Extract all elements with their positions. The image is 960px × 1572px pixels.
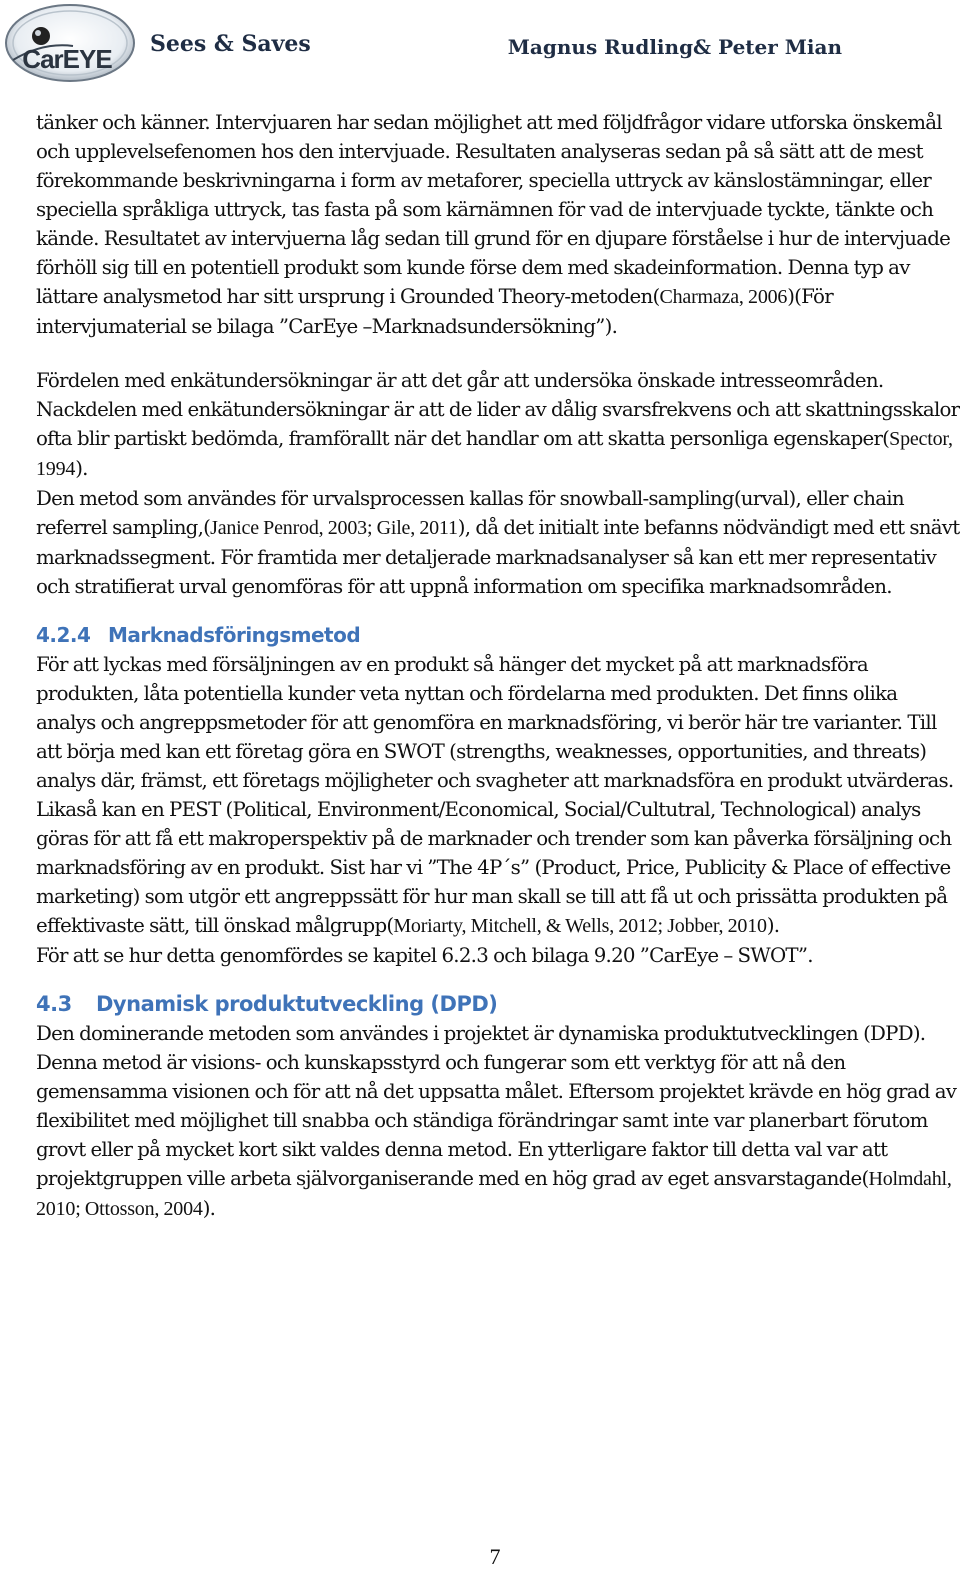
paragraph-swot-reference: För att se hur detta genomfördes se kapitel 6.2.3 och bilaga 9.20 ”CarEye – SWOT”. — [36, 944, 813, 967]
citation: Spector, 1994 — [36, 428, 953, 480]
paragraph-sampling — [36, 484, 960, 601]
paragraph-text: )(För intervjumaterial se bilaga ”CarEye –Marknadsundersökning”). — [36, 285, 833, 338]
paragraph-text: ), då det initialt inte befanns nödvändigt med ett snävt marknadssegment. För framtida mer detaljerade marknadsanalyser så kan ett mer representativ och stratifierat urval genomföras för att uppnå information om specifika marknadsområden. — [36, 516, 960, 598]
paragraph-text: ). — [75, 457, 88, 480]
paragraph-survey — [36, 366, 960, 484]
citation: Janice Penrod, 2003; Gile, 2011 — [210, 517, 458, 539]
citation: Moriarty, Mitchell, & Wells, 2012; Jobber, 2010 — [393, 915, 767, 937]
section-number: 4.3 — [36, 992, 72, 1016]
section-number: 4.2.4 — [36, 623, 91, 647]
section-title: Marknadsföringsmetod — [108, 623, 361, 647]
page-number: 7 — [489, 1544, 501, 1569]
paragraph-text: Fördelen med enkätundersökningar är att det går att undersöka önskade intresseområden. Nackdelen med enkätundersökningar är att de lider av dålig svarsfrekvens och att skattningsskalor ofta blir partiskt bedömda, framförallt när det handlar om att skatta personliga egenskaper( — [36, 369, 960, 450]
section-heading-marketing — [36, 621, 960, 650]
paragraph-dpd — [36, 1019, 960, 1224]
paragraph-text: Den metod som användes för urvalsprocessen kallas för snowball-sampling(urval), eller chain referrel sampling,( — [36, 487, 904, 539]
page-header — [0, 0, 960, 90]
header-left-title: Sees & Saves — [150, 31, 311, 57]
paragraph-marketing — [36, 650, 960, 941]
paragraph-text: ). — [766, 914, 780, 937]
citation: Holmdahl, 2010; Ottosson, 2004 — [36, 1168, 952, 1220]
careye-logo — [3, 2, 137, 84]
svg-text:CarEYE: CarEYE — [22, 44, 112, 74]
paragraph-interview-analysis — [36, 108, 960, 341]
paragraph-text: Den dominerande metoden som användes i projektet är dynamiska produktutvecklingen (DPD). Denna metod är visions- och kunskapsstyrd och fungerar som ett verktyg för att nå den gemensamma visionen och för att nå det uppsatta målet. Eftersom projektet krävde en hög grad av flexibilitet med möjlighet till snabba och ständiga förändringar samt inte var planerbart förutom grovt eller på mycket kort sikt valdes denna metod. En ytterligare faktor till detta val var att projektgruppen ville arbeta självorganiserande med en hög grad av eget ansvarstagande( — [36, 1022, 957, 1190]
section-heading-dpd — [36, 990, 960, 1019]
paragraph-text: tänker och känner. Intervjuaren har sedan möjlighet att med följdfrågor vidare utforska önskemål och upplevelsefenomen hos den intervjuade. Resultaten analyseras sedan på så sätt att de mest förekommande beskrivningarna i form av metaforer, speciella uttryck av känslostämningar, eller speciella språkliga uttryck, tas fasta på som kärnämnen för vad de intervjuade tyckte, tänkte och kände. Resultatet av intervjuerna låg sedan till grund för en djupare förståelse i hur de intervjuade förhöll sig till en potentiell produkt som kunde förse dem med skadeinformation. Denna typ av lättare analysmetod har sitt ursprung i Grounded Theory-metoden( — [36, 111, 951, 308]
header-authors: Magnus Rudling& Peter Mian — [507, 35, 842, 59]
citation: Charmaza, 2006 — [659, 286, 788, 308]
document-body — [36, 108, 960, 1224]
section-title: Dynamisk produktutveckling (DPD) — [96, 992, 498, 1016]
paragraph-text: ). — [202, 1197, 216, 1220]
paragraph-text: För att lyckas med försäljningen av en produkt så hänger det mycket på att marknadsföra produkten, låta potentiella kunder veta nyttan och fördelarna med produkten. Det finns olika analys och angreppsmetoder för att genomföra en marknadsföring, vi berör här tre varianter. Till att börja med kan ett företag göra en SWOT (strengths, weaknesses, opportunities, and threats) analys där, främst, ett företags möjligheter och svagheter att marknadsföra en produkt utvärderas. Likaså kan en PEST (Political, Environment/Economical, Social/Cultutral, Technological) analys göras för att få ett makroperspektiv på de marknader och trender som kan påverka försäljning och marknadsföring av en produkt. Sist har vi ”The 4P´s” (Product, Price, Publicity & Place of effective marketing) som utgör ett angreppssätt för hur man skall se till att få ut och prissätta produkten på effektivaste sätt, till önskad målgrupp( — [36, 653, 954, 937]
